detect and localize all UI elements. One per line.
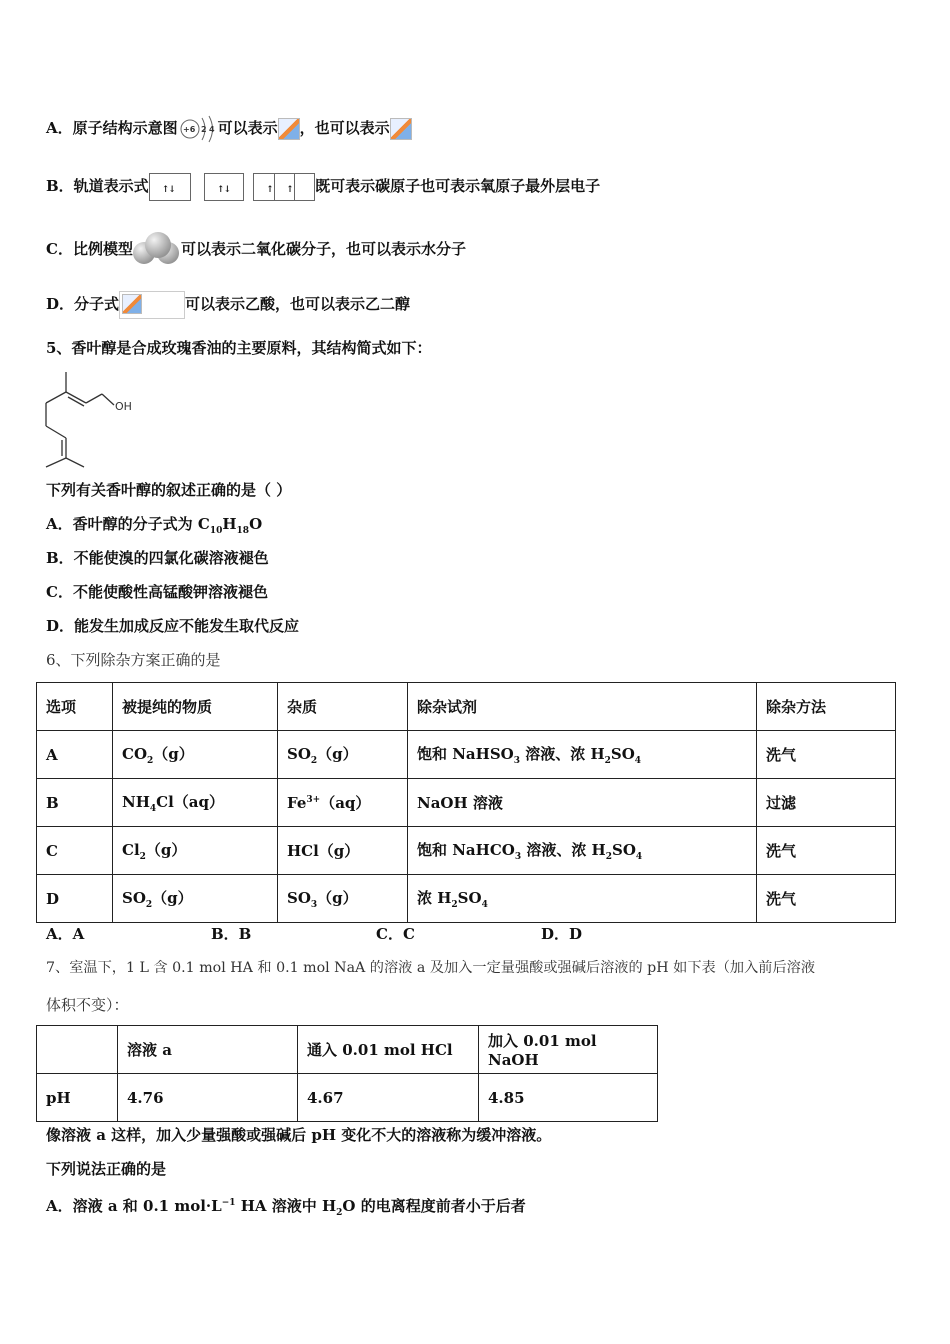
q5-option-c: C．不能使酸性高锰酸钾溶液褪色: [46, 583, 268, 601]
subscript: 2: [605, 852, 612, 862]
table-header-cell: 溶液 a: [118, 1026, 298, 1074]
q7-option-a-text: O 的电离程度前者小于后者: [342, 1197, 526, 1215]
table-cell: 4.76: [118, 1074, 298, 1122]
table-cell: pH: [37, 1074, 118, 1122]
table-cell: 洗气: [757, 875, 896, 923]
table-header-cell: 杂质: [278, 683, 408, 731]
formula-part: （g）: [317, 889, 358, 907]
svg-text:2: 2: [200, 125, 207, 134]
subscript: 2: [336, 1208, 343, 1218]
table-cell: 4.67: [298, 1074, 479, 1122]
q7-option-a-text: A．溶液 a 和 0.1 mol·L: [46, 1197, 222, 1215]
q4-option-c-prefix: C．比例模型: [46, 240, 133, 258]
q4-option-c-suffix: 可以表示二氧化碳分子，也可以表示水分子: [180, 240, 466, 258]
table-header-cell: 通入 0.01 mol HCl: [298, 1026, 479, 1074]
formula-part: CO: [122, 745, 148, 763]
subscript: 4: [635, 852, 643, 862]
orbital-arrows: ↑: [266, 185, 273, 195]
formula-part: Fe: [287, 794, 307, 812]
formula-part: SO: [610, 745, 635, 763]
q4-option-b: [46, 173, 600, 201]
q4-option-a-mid: 可以表示: [217, 119, 278, 137]
atom-sphere: [145, 232, 171, 258]
formula-part: NH: [122, 793, 150, 811]
formula-part: NaOH 溶液: [417, 794, 503, 812]
orbital-box-1s: [149, 173, 191, 201]
formula-part: （g）: [152, 889, 193, 907]
formula-part: SO: [287, 745, 311, 763]
subscript: 2: [139, 852, 146, 862]
formula-part: SO: [612, 841, 636, 859]
q7-question: 下列说法正确的是: [46, 1160, 167, 1178]
atom-structure-diagram: [178, 114, 218, 144]
formula-part: （g）: [317, 745, 358, 763]
q5-option-d: D．能发生加成反应不能发生取代反应: [46, 617, 300, 635]
table-cell: [278, 875, 408, 923]
q4-option-a: [46, 114, 412, 144]
broken-image-icon: [119, 291, 185, 319]
table-header-cell: 选项: [37, 683, 113, 731]
table-cell: [113, 875, 278, 923]
q4-option-a-prefix: A．原子结构示意图: [46, 119, 178, 137]
answer-choice: C．C: [376, 925, 415, 943]
table-cell: [278, 827, 408, 875]
subscript: 2: [310, 756, 318, 766]
formula-part: SO: [122, 889, 146, 907]
broken-image-icon: [390, 118, 412, 140]
table-cell: 洗气: [757, 827, 896, 875]
svg-text:4: 4: [208, 125, 215, 134]
table-cell: [408, 779, 757, 827]
subscript: 3: [310, 900, 318, 910]
formula-part: 溶液、浓 H: [521, 841, 606, 859]
q4-option-d-suffix: 可以表示乙酸，也可以表示乙二醇: [185, 295, 411, 313]
formula-part: 饱和 NaHSO: [417, 745, 514, 763]
answer-choice: A．A: [46, 925, 85, 943]
answer-choice: B．B: [211, 925, 252, 943]
table-header-cell: 除杂试剂: [408, 683, 757, 731]
formula-part: （g）: [145, 841, 187, 859]
orbital-box-2p: [253, 173, 315, 201]
hydroxyl-label: OH: [115, 400, 132, 413]
table-header-row: [37, 683, 896, 731]
table-cell: [408, 731, 757, 779]
table-row: [37, 875, 896, 923]
table-row: [37, 731, 896, 779]
q7-option-a: [46, 1193, 526, 1223]
q7-note: 像溶液 a 这样，加入少量强酸或强碱后 pH 变化不大的溶液称为缓冲溶液。: [46, 1126, 552, 1144]
svg-text:+6: +6: [182, 125, 195, 134]
orbital-box-2s: [204, 173, 244, 201]
element-h: H: [222, 515, 237, 533]
element-o: O: [249, 515, 263, 533]
q7-table: [36, 1025, 658, 1122]
q7-option-a-text: HA 溶液中 H: [235, 1197, 337, 1215]
q4-option-d: [46, 291, 410, 319]
subscript: 10: [209, 526, 223, 536]
q4-option-c: [46, 232, 466, 268]
table-cell: [278, 731, 408, 779]
table-cell: [113, 779, 278, 827]
table-cell: 4.85: [479, 1074, 658, 1122]
subscript: 4: [149, 804, 157, 814]
table-cell: [408, 827, 757, 875]
table-header-cell: 加入 0.01 mol NaOH: [479, 1026, 658, 1074]
formula-part: 浓 H: [417, 889, 452, 907]
superscript: 3+: [306, 795, 321, 805]
orbital-arrows: ↑↓: [216, 185, 231, 195]
q7-stem-line-2: 体积不变）：: [46, 996, 129, 1014]
subscript: 4: [634, 756, 642, 766]
q6-table: [36, 682, 896, 923]
q5-stem: 5、香叶醇是合成玫瑰香油的主要原料，其结构简式如下：: [46, 339, 432, 357]
table-row: [37, 779, 896, 827]
q5-option-b: B．不能使溴的四氯化碳溶液褪色: [46, 549, 269, 567]
superscript: −1: [221, 1198, 236, 1208]
table-cell: [408, 875, 757, 923]
q6-stem: 6、下列除杂方案正确的是: [46, 651, 221, 669]
table-cell: 洗气: [757, 731, 896, 779]
formula-part: 溶液、浓 H: [520, 745, 605, 763]
table-cell: [113, 731, 278, 779]
subscript: 3: [514, 852, 522, 862]
subscript: 4: [481, 900, 488, 910]
table-cell: C: [37, 827, 113, 875]
subscript: 2: [451, 900, 458, 910]
table-cell: A: [37, 731, 113, 779]
q5-option-a: [46, 514, 262, 541]
answer-choice: D．D: [541, 925, 583, 943]
q5-question: 下列有关香叶醇的叙述正确的是（ ）: [46, 481, 292, 499]
subscript: 2: [145, 900, 153, 910]
q5-option-a-text: A．香叶醇的分子式为 C: [46, 515, 210, 533]
subscript: 18: [236, 526, 250, 536]
subscript: 3: [513, 756, 520, 766]
table-header-row: [37, 1026, 658, 1074]
table-cell: [278, 779, 408, 827]
formula-part: SO: [287, 889, 311, 907]
table-row: [37, 827, 896, 875]
q7-stem-line-1: 7、室温下，1 L 含 0.1 mol HA 和 0.1 mol NaA 的溶液 a 及加入一定量强酸或强碱后溶液的 pH 如下表（加入前后溶液: [46, 960, 816, 976]
q4-option-a-suffix: ，也可以表示: [299, 119, 390, 137]
formula-part: （g）: [153, 745, 194, 763]
table-row: [37, 1074, 658, 1122]
q4-option-d-prefix: D．分子式: [46, 295, 120, 313]
table-cell: B: [37, 779, 113, 827]
table-header-cell: 除杂方法: [757, 683, 896, 731]
table-header-cell: [37, 1026, 118, 1074]
formula-part: 饱和 NaHCO: [417, 841, 515, 859]
formula-part: SO: [457, 889, 482, 907]
geraniol-structure: [44, 366, 144, 470]
atom-diagram-svg: [178, 114, 218, 144]
table-cell: [113, 827, 278, 875]
table-header-cell: 被提纯的物质: [113, 683, 278, 731]
table-cell: D: [37, 875, 113, 923]
subscript: 2: [604, 756, 611, 766]
subscript: 2: [147, 756, 154, 766]
formula-part: （aq）: [320, 794, 371, 812]
formula-part: Cl（aq）: [156, 793, 225, 811]
q4-option-b-suffix: 既可表示碳原子也可表示氧原子最外层电子: [315, 177, 601, 195]
table-cell: 过滤: [757, 779, 896, 827]
broken-image-icon: [278, 118, 300, 140]
space-filling-model: [133, 232, 181, 268]
q4-option-b-prefix: B．轨道表示式: [46, 177, 149, 195]
formula-part: HCl（g）: [287, 842, 360, 860]
orbital-arrows: ↑↓: [161, 185, 175, 195]
q6-answer-choices: [46, 924, 582, 944]
formula-part: Cl: [122, 841, 140, 859]
orbital-arrows: ↑: [286, 185, 293, 195]
